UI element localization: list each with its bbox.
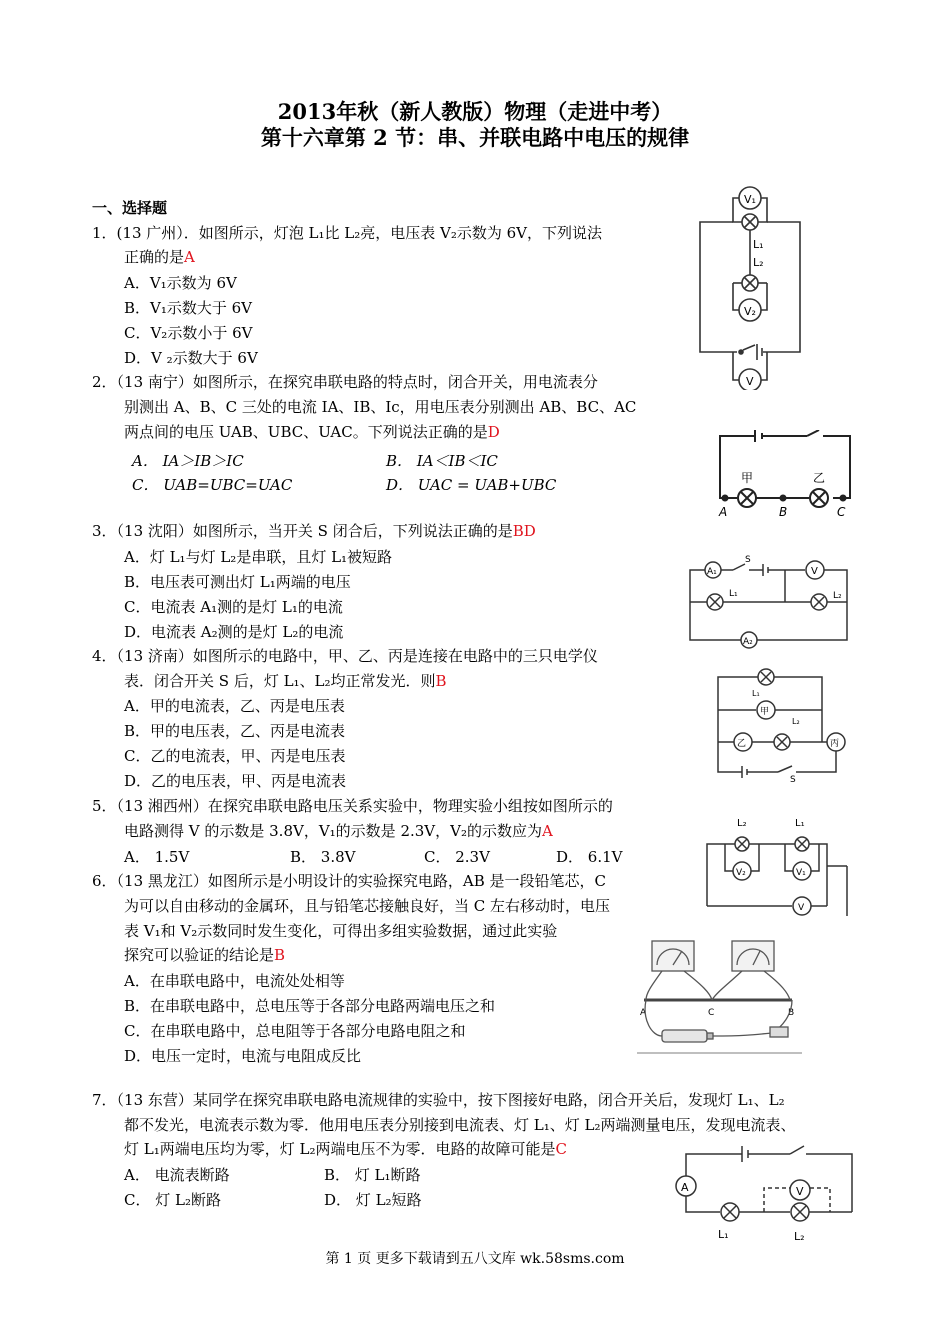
q6-line-2: 为可以自由移动的金属环，且与铅笔芯接触良好，当 C 左右移动时，电压 <box>124 897 611 915</box>
q7-option-c: C． 灯 L₂断路 <box>124 1191 221 1209</box>
q3-option-a: A．灯 L₁与灯 L₂是串联，且灯 L₁被短路 <box>124 548 393 566</box>
q6-option-a: A．在串联电路中，电流处处相等 <box>124 972 345 990</box>
q6-option-b: B．在串联电路中，总电压等于各部分电路两端电压之和 <box>124 997 496 1015</box>
q4-answer: B <box>435 672 447 690</box>
q1-circuit-figure <box>695 180 805 390</box>
q2-jia-label: 甲 <box>741 471 754 485</box>
q4-l2-label: L₂ <box>792 717 800 726</box>
q1-option-a: A．V₁示数为 6V <box>124 274 237 292</box>
q1-l2-label: L₂ <box>753 256 764 269</box>
q5-option-a: A． 1.5V <box>124 848 190 866</box>
q5-line-1: 5．（13 湘西州）在探究串联电路电压关系实验中，物理实验小组按如图所示的 <box>92 797 613 815</box>
q4-option-a: A．甲的电流表，乙、丙是电压表 <box>124 697 345 715</box>
q5-option-d: D． 6.1V <box>556 848 623 866</box>
q7-option-b: B． 灯 L₁断路 <box>324 1166 421 1184</box>
q6-point-c: C <box>708 1008 715 1018</box>
q6-answer: B <box>274 946 286 964</box>
q2-option-c: C． UAB=UBC=UAC <box>132 476 293 494</box>
q5-l1-label: L₁ <box>795 818 805 829</box>
q7-line-2: 都不发光，电流表示数为零．他用电压表分别接到电流表、灯 L₁、灯 L₂两端测量电压，发现电流表、 <box>124 1116 796 1134</box>
q5-v-label: V <box>798 903 805 913</box>
q1-line-2: 正确的是A <box>124 248 195 266</box>
q5-line-2: 电路测得 V 的示数是 3.8V，V₁的示数是 2.3V，V₂的示数应为A <box>124 822 553 840</box>
q3-circuit-figure <box>685 552 855 652</box>
q4-circuit-figure <box>712 662 852 782</box>
q1-option-b: B．V₁示数大于 6V <box>124 299 253 317</box>
q7-l1-label: L₁ <box>718 1228 729 1241</box>
title-line-1: 2013年秋（新人教版）物理（走进中考） <box>277 99 673 124</box>
q3-option-b: B．电压表可测出灯 L₁两端的电压 <box>124 573 351 591</box>
q3-line-1: 3．（13 沈阳）如图所示，当开关 S 闭合后，下列说法正确的是BD <box>92 522 536 540</box>
q6-point-b: B <box>788 1008 795 1018</box>
q4-jia-label: 甲 <box>760 707 770 717</box>
q7-option-d: D． 灯 L₂短路 <box>324 1191 422 1209</box>
q6-line-1: 6．（13 黑龙江）如图所示是小明设计的实验探究电路，AB 是一段铅笔芯，C <box>92 872 607 890</box>
q2-point-c: C <box>837 505 846 519</box>
q4-line-2: 表．闭合开关 S 后，灯 L₁、L₂均正常发光．则B <box>124 672 447 690</box>
q4-yi-label: 乙 <box>737 739 747 749</box>
q1-line-1: 1．(13 广州）．如图所示，灯泡 L₁比 L₂亮，电压表 V₂示数为 6V，下列说法 <box>92 224 602 242</box>
q6-line-4: 探究可以验证的结论是B <box>124 946 286 964</box>
q3-a2-label: A₂ <box>743 637 753 647</box>
q5-circuit-figure <box>697 816 857 926</box>
q1-option-d: D．V ₂示数大于 6V <box>124 349 258 367</box>
q4-option-b: B．甲的电压表，乙、丙是电流表 <box>124 722 346 740</box>
q1-v2-label: V₂ <box>744 305 756 318</box>
q6-apparatus-figure <box>632 935 807 1060</box>
q4-line-1: 4．（13 济南）如图所示的电路中，甲、乙、丙是连接在电路中的三只电学仪 <box>92 647 598 665</box>
q4-bing-label: 丙 <box>830 739 840 749</box>
q1-v-label: V <box>746 375 754 388</box>
q6-point-a: A <box>640 1008 647 1018</box>
q4-option-d: D．乙的电压表，甲、丙是电流表 <box>124 772 347 790</box>
q4-l1-label: L₁ <box>752 689 760 698</box>
q3-l2-label: L₂ <box>833 591 842 601</box>
q3-s-label: S <box>745 555 751 565</box>
q2-option-b: B． IA＜IB＜IC <box>386 452 498 470</box>
q7-l2-label: L₂ <box>794 1230 805 1243</box>
q7-v-label: V <box>796 1185 804 1198</box>
q3-option-d: D．电流表 A₂测的是灯 L₂的电流 <box>124 623 344 641</box>
q1-option-c: C．V₂示数小于 6V <box>124 324 253 342</box>
q7-answer: C <box>555 1140 567 1158</box>
q2-point-a: A <box>719 505 728 519</box>
q5-l2-label: L₂ <box>737 818 747 829</box>
q5-option-b: B． 3.8V <box>290 848 356 866</box>
q3-answer: BD <box>512 522 536 540</box>
section-heading: 一、选择题 <box>92 199 168 217</box>
q5-answer: A <box>541 822 553 840</box>
q2-point-b: B <box>779 505 788 519</box>
q6-option-d: D．电压一定时，电流与电阻成反比 <box>124 1047 362 1065</box>
q1-v1-label: V₁ <box>744 193 756 206</box>
q2-answer: D <box>487 423 500 441</box>
q2-line-1: 2．（13 南宁）如图所示，在探究串联电路的特点时，闭合开关，用电流表分 <box>92 373 598 391</box>
q7-line-1: 7．（13 东营）某同学在探究串联电路电流规律的实验中，按下图接好电路，闭合开关后，发现灯 L₁、L₂ <box>92 1091 785 1109</box>
q7-circuit-figure <box>670 1138 855 1243</box>
q2-option-a: A． IA＞IB＞IC <box>132 452 244 470</box>
q7-option-a: A． 电流表断路 <box>124 1166 230 1184</box>
q5-option-c: C． 2.3V <box>424 848 490 866</box>
q7-line-3: 灯 L₁两端电压均为零，灯 L₂两端电压不为零．电路的故障可能是C <box>124 1140 567 1158</box>
q1-l1-label: L₁ <box>753 238 764 251</box>
q4-s-label: S <box>790 775 796 782</box>
q6-option-c: C．在串联电路中，总电阻等于各部分电路电阻之和 <box>124 1022 466 1040</box>
page-footer: 第 1 页 更多下载请到五八文库 wk.58sms.com <box>325 1251 625 1267</box>
q3-v-label: V <box>811 566 818 577</box>
title-line-2: 第十六章第 2 节：串、并联电路中电压的规律 <box>260 125 690 150</box>
q3-option-c: C．电流表 A₁测的是灯 L₁的电流 <box>124 598 343 616</box>
q1-answer: A <box>184 248 195 266</box>
q5-v2-label: V₂ <box>736 868 746 878</box>
q2-line-3: 两点间的电压 UAB、UBC、UAC。下列说法正确的是D <box>124 423 500 441</box>
q7-a-label: A <box>681 1181 689 1194</box>
q2-yi-label: 乙 <box>813 471 826 485</box>
q4-option-c: C．乙的电流表，甲、丙是电压表 <box>124 747 346 765</box>
q2-line-2: 别测出 A、B、C 三处的电流 IA、IB、Ic，用电压表分别测出 AB、BC、AC <box>124 398 637 416</box>
q3-l1-label: L₁ <box>729 589 738 599</box>
q6-line-3: 表 V₁和 V₂示数同时发生变化，可得出多组实验数据，通过此实验 <box>124 922 558 940</box>
q5-v1-label: V₁ <box>796 868 806 878</box>
q2-option-d: D． UAC = UAB+UBC <box>386 476 557 494</box>
q3-a1-label: A₁ <box>707 567 717 577</box>
q2-circuit-figure <box>715 430 855 520</box>
